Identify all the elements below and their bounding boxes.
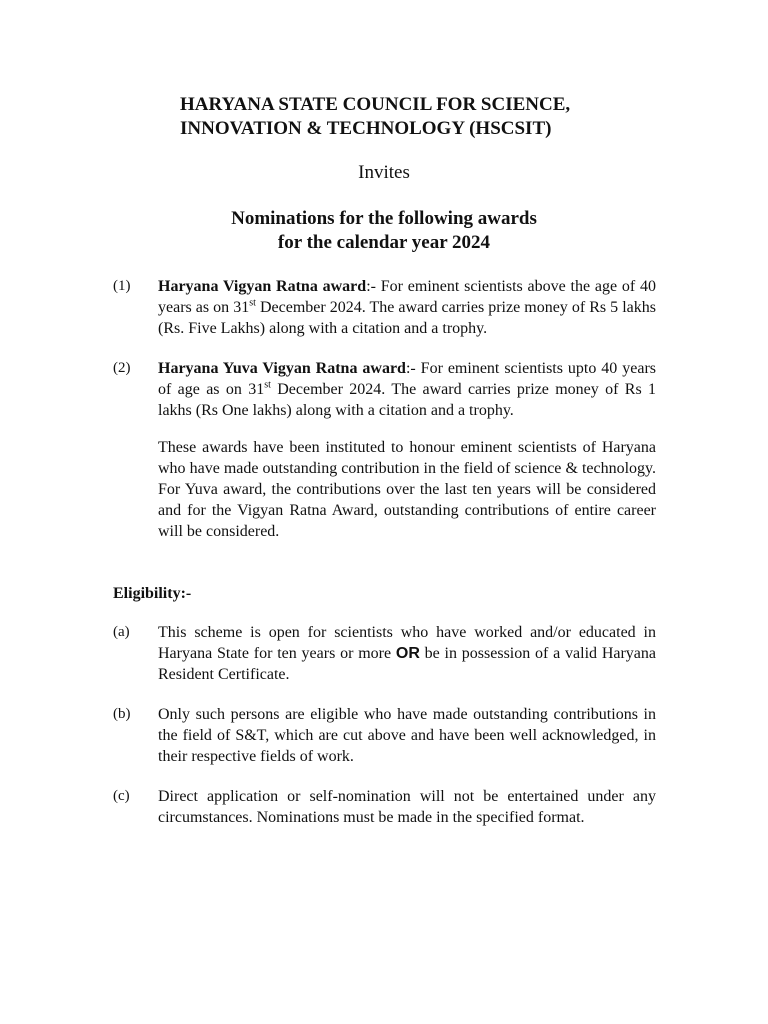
- nominations-heading-line-1: Nominations for the following awards: [231, 208, 537, 229]
- eligibility-heading: Eligibility:-: [113, 585, 192, 602]
- eligibility-text: Only such persons are eligible who have made outstanding contributions in the field of S&T, which are cut above and have been well acknowledged, in their respective fields of work.: [158, 706, 656, 765]
- eligibility-text: [158, 622, 656, 685]
- eligibility-text-part-1: This scheme is open for scientists who have worked and/or educated in Haryana State for ten years or more: [158, 624, 656, 662]
- award-description: [158, 276, 656, 339]
- ordinal-suffix: st: [264, 379, 271, 391]
- eligibility-text: Direct application or self-nomination will not be entertained under any circumstances. Nominations must be made in the specified format.: [158, 788, 656, 826]
- award-name: Haryana Vigyan Ratna award: [158, 278, 367, 295]
- ordinal-suffix: st: [249, 297, 256, 309]
- award-name: Haryana Yuva Vigyan Ratna award: [158, 360, 406, 377]
- award-number: (1): [113, 278, 131, 294]
- award-text-part-1: :- For eminent scientists upto 40 years of age as on 31: [158, 360, 657, 398]
- award-text-part-1: :- For eminent scientists above the age of 40 years as on 31: [158, 278, 657, 316]
- award-description: [158, 358, 656, 421]
- organization-title-line-2: INNOVATION & TECHNOLOGY (HSCSIT): [180, 118, 552, 139]
- nominations-heading-line-2: for the calendar year 2024: [277, 232, 491, 253]
- award-number: (2): [113, 360, 131, 376]
- eligibility-letter: (c): [113, 788, 130, 804]
- eligibility-text-part-2: be in possession of a valid Haryana Resident Certificate.: [158, 645, 657, 683]
- organization-title-line-1: HARYANA STATE COUNCIL FOR SCIENCE,: [180, 94, 571, 115]
- organization-title: [180, 93, 570, 141]
- nominations-heading: [0, 207, 768, 255]
- eligibility-letter: (b): [113, 706, 131, 722]
- eligibility-letter: (a): [113, 624, 130, 640]
- invites-text: Invites: [358, 162, 410, 183]
- award-text-part-2: December 2024. The award carries prize money of Rs 5 lakhs (Rs. Five Lakhs) along with a citation and a trophy.: [158, 299, 656, 337]
- award-text-part-2: December 2024. The award carries prize money of Rs 1 lakhs (Rs One lakhs) along with a citation and a trophy.: [158, 381, 657, 419]
- awards-intro-paragraph: These awards have been instituted to honour eminent scientists of Haryana who have made outstanding contribution in the field of science & technology. For Yuva award, the contributions over the last ten years will be considered and for the Vigyan Ratna Award, outstanding contributions of entire career will be considered.: [158, 439, 656, 540]
- or-emphasis: OR: [395, 645, 420, 662]
